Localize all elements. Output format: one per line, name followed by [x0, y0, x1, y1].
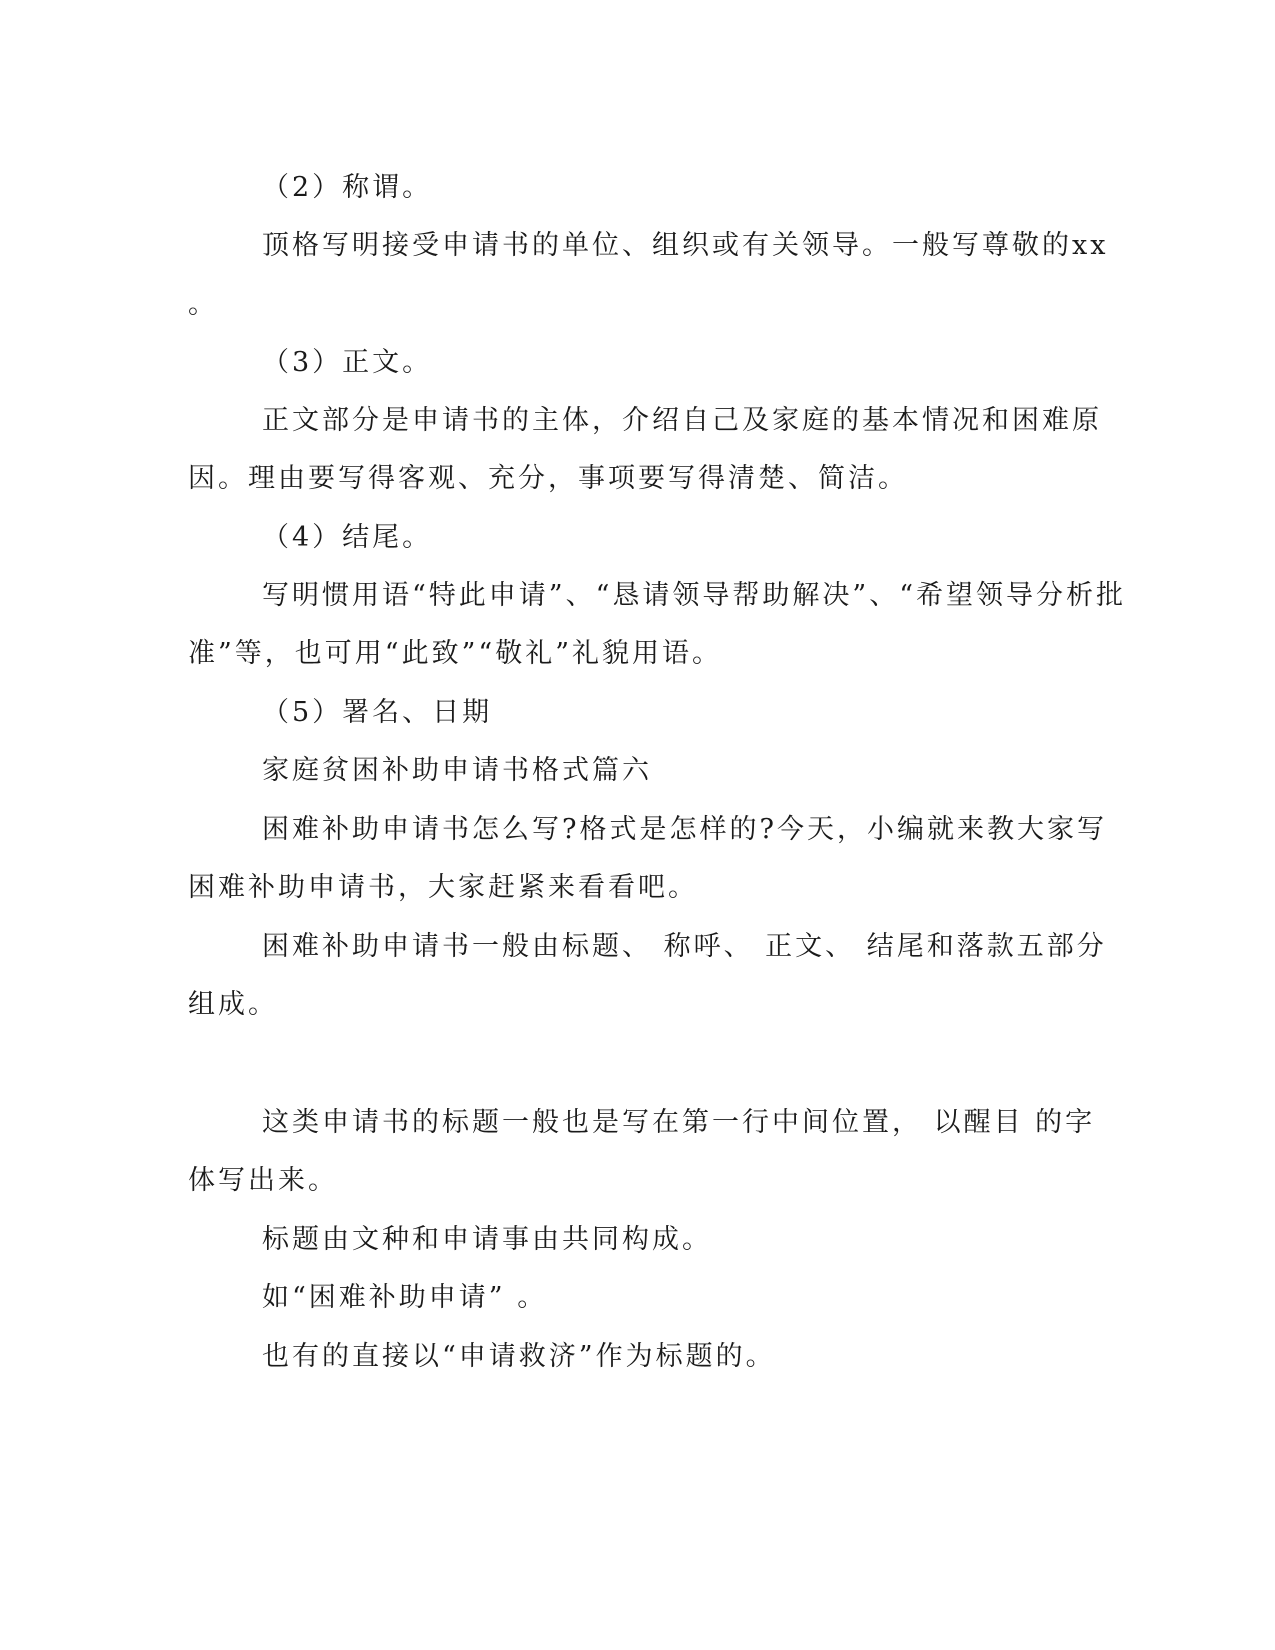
paragraph-line: 写明惯用语“特此申请”、“恳请领导帮助解决”、“希望领导分析批 — [262, 580, 1127, 611]
section-heading-salutation: （2）称谓。 — [262, 172, 433, 203]
paragraph-line: 顶格写明接受申请书的单位、组织或有关领导。一般写尊敬的xx — [262, 230, 1109, 261]
paragraph-line: 。 — [188, 289, 218, 320]
paragraph-line: 组成。 — [188, 989, 278, 1020]
section-heading-ending: （4）结尾。 — [262, 522, 433, 553]
article-title: 家庭贫困补助申请书格式篇六 — [262, 755, 652, 786]
paragraph-line: 准”等，也可用“此致”“敬礼”礼貌用语。 — [188, 638, 723, 669]
section-heading-signature: （5）署名、日期 — [262, 697, 493, 728]
paragraph-line: 困难补助申请书怎么写?格式是怎样的?今天，小编就来教大家写 — [262, 814, 1107, 845]
paragraph-line: 如“困难补助申请” 。 — [262, 1282, 548, 1313]
paragraph-line: 因。理由要写得客观、充分，事项要写得清楚、简洁。 — [188, 463, 908, 494]
paragraph-line: 也有的直接以“申请救济”作为标题的。 — [262, 1341, 776, 1372]
paragraph-line: 这类申请书的标题一般也是写在第一行中间位置， 以醒目 的字 — [262, 1107, 1096, 1138]
paragraph-line: 正文部分是申请书的主体，介绍自己及家庭的基本情况和困难原 — [262, 405, 1102, 436]
paragraph-line: 体写出来。 — [188, 1165, 338, 1196]
paragraph-line: 标题由文种和申请事由共同构成。 — [262, 1224, 712, 1255]
paragraph-line: 困难补助申请书一般由标题、 称呼、 正文、 结尾和落款五部分 — [262, 931, 1107, 962]
paragraph-line: 困难补助申请书，大家赶紧来看看吧。 — [188, 872, 698, 903]
section-heading-body: （3）正文。 — [262, 347, 433, 378]
